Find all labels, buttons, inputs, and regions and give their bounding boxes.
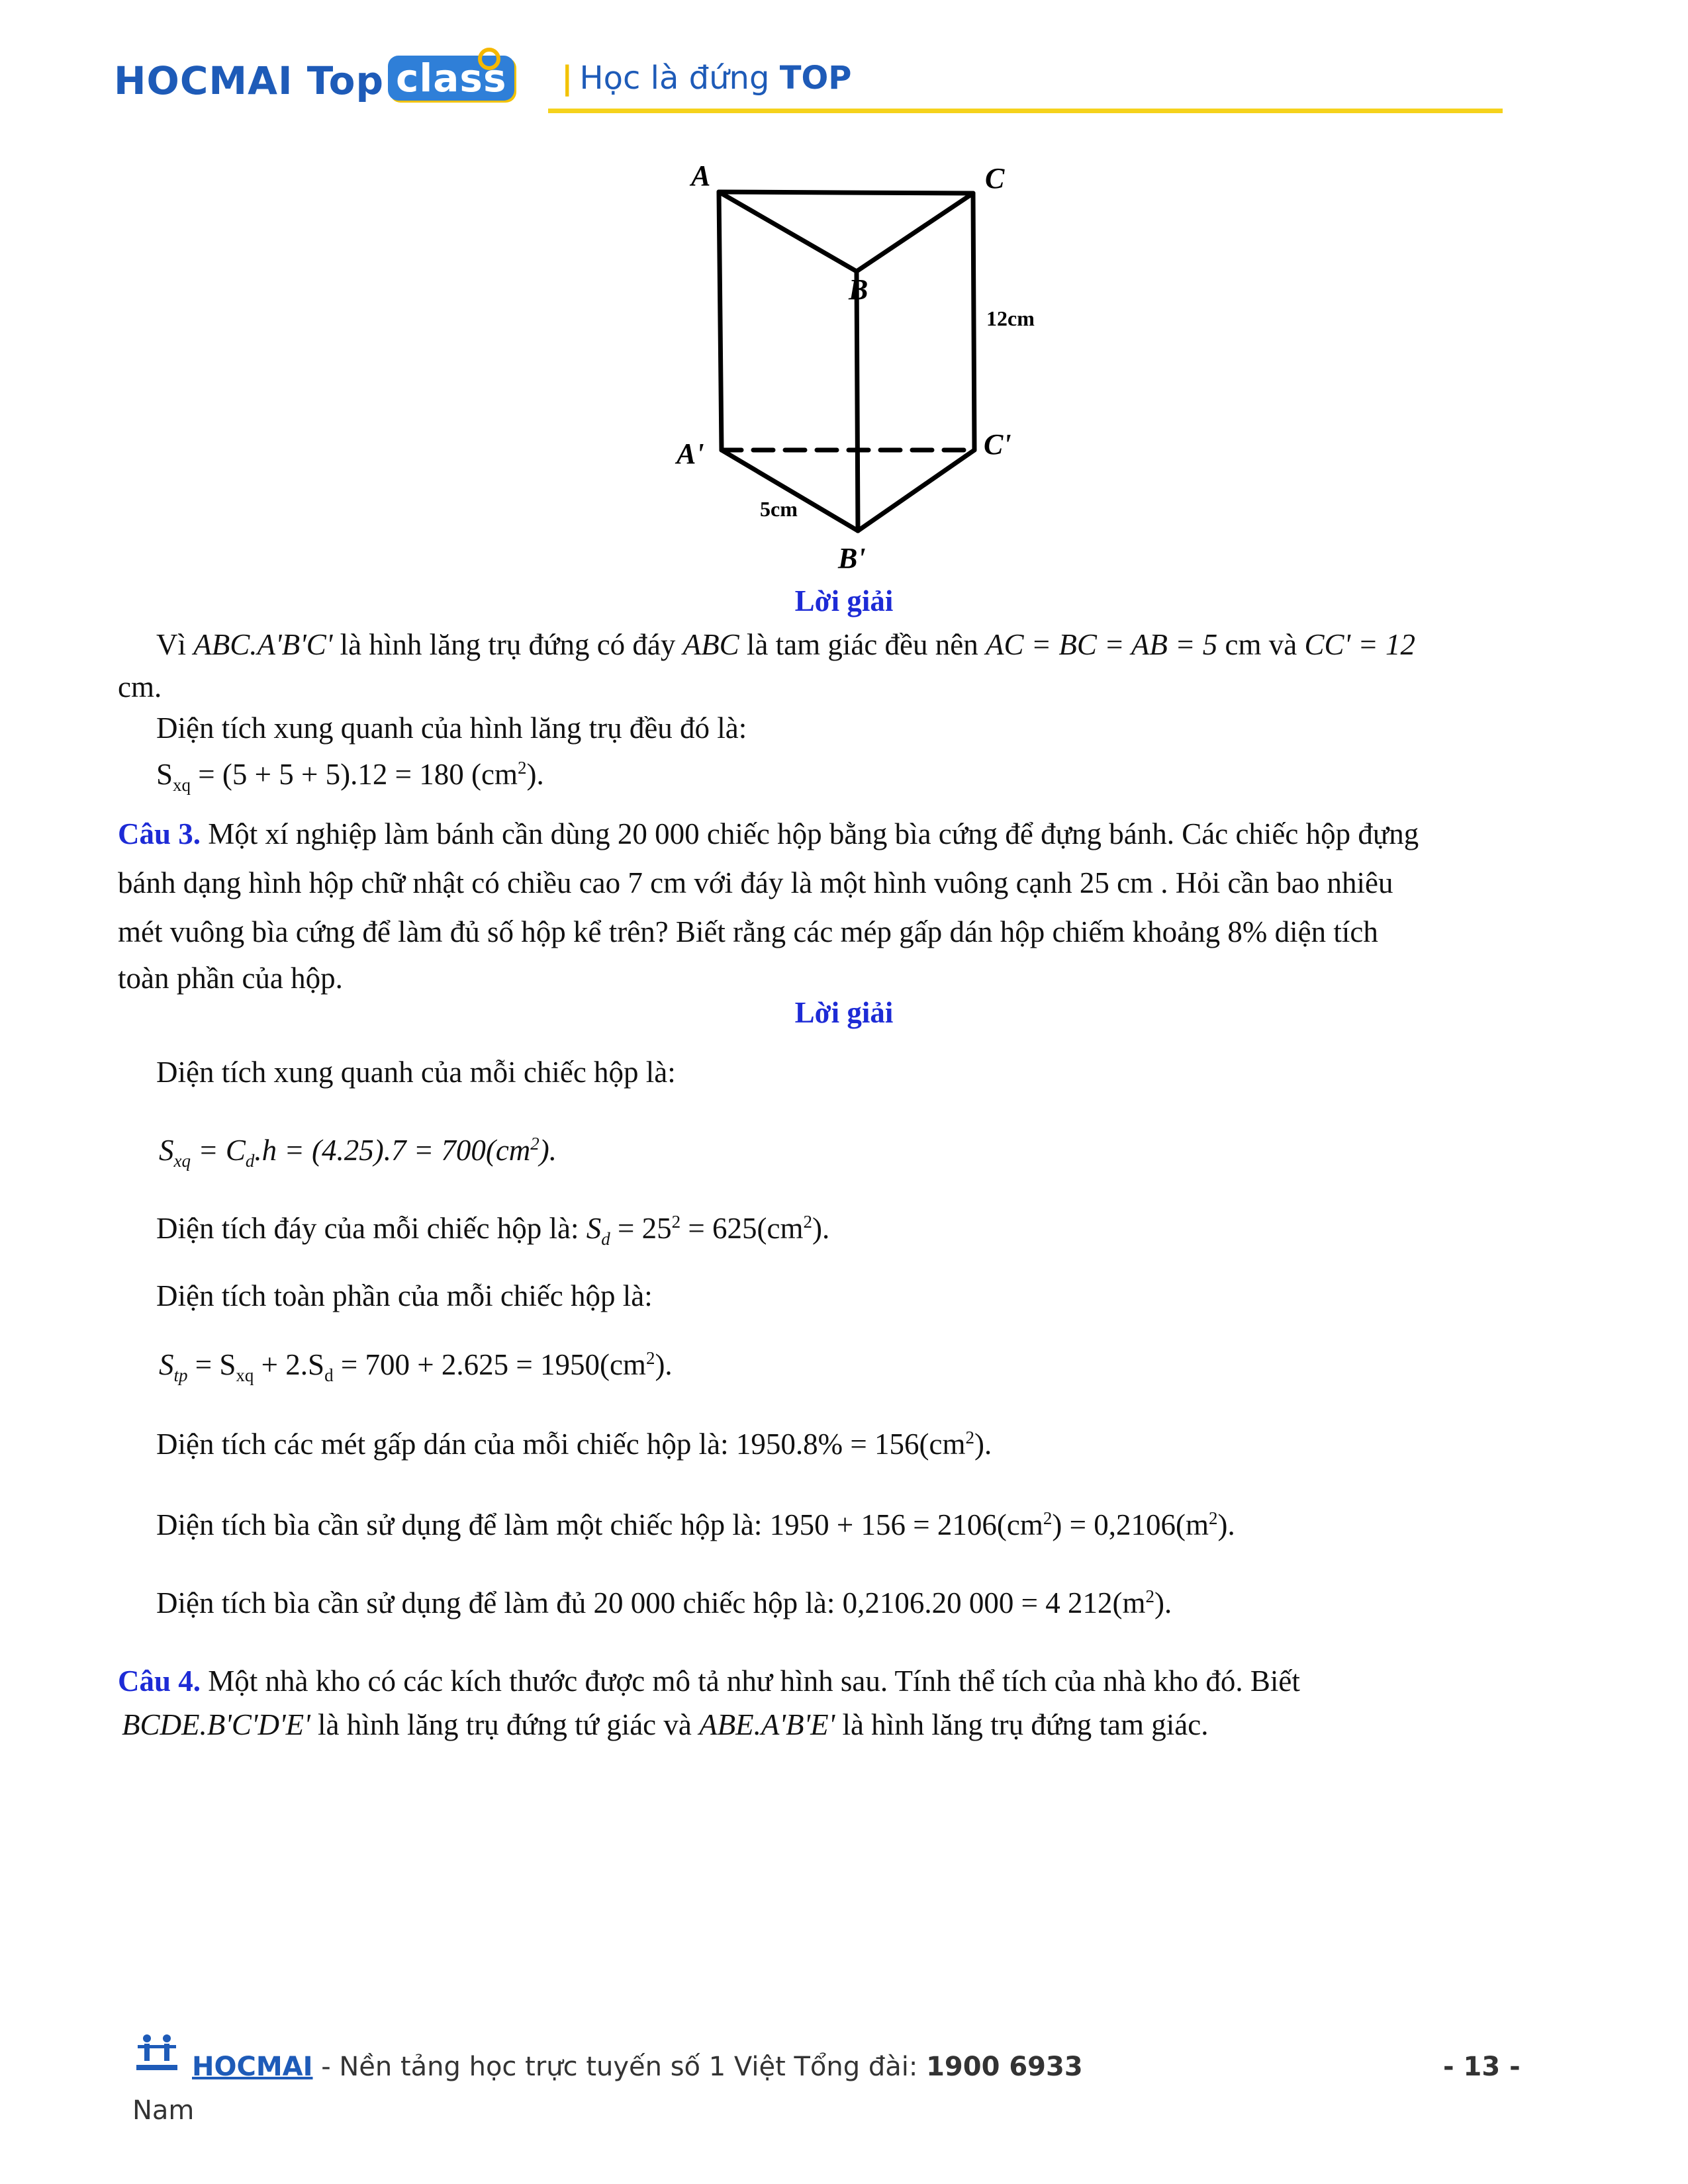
sun-icon — [478, 48, 500, 70]
solution1-line3: Diện tích xung quanh của hình lăng trụ đều đó là: — [156, 711, 747, 745]
edge-cc — [973, 193, 974, 450]
edge-bc — [857, 193, 973, 271]
question3-line4: toàn phần của hộp. — [118, 962, 343, 995]
solution3-line5: Diện tích bìa cần sử dụng để làm một chiếc hộp là: $1950 + 156 = 2106(cm^2) = 0,2106(m^2)$. — [156, 1508, 1235, 1541]
header-tagline — [561, 60, 851, 97]
page-number: - 13 - — [1443, 2052, 1521, 2082]
edge-aa — [719, 192, 722, 450]
solution3-line6: Diện tích bìa cần sử dụng để làm đủ 20 000 chiếc hộp là: 0,2106.20 000 = 4 $212(m^2)$. — [156, 1586, 1172, 1619]
hocmai-footer-icon — [132, 2033, 181, 2073]
question3-line2: bánh dạng hình hộp chữ nhật có chiều cao 7 cm với đáy là một hình vuông cạnh 25 cm . Hỏi cần bao nhiêu — [118, 866, 1393, 899]
question4-line2: BCDE.B'C'D'E' là hình lăng trụ đứng tứ giác và ABE.A'B'E' là hình lăng trụ đứng tam giác. — [122, 1708, 1209, 1741]
solution3-formula3: $S_{tp} = S_{xq} + 2.S_d = 700 + 2.625 = 1950(cm^2)$. — [159, 1348, 673, 1385]
question3-line1: Câu 3. Một xí nghiệp làm bánh cần dùng 20 000 chiếc hộp bằng bìa cứng để đựng bánh. Các chiếc hộp đựng — [118, 817, 1419, 850]
tagline-strong: TOP — [779, 60, 852, 97]
label-b: B — [849, 273, 868, 306]
solution-title-1: Lời giải — [794, 584, 894, 617]
label-a-prime: A' — [677, 437, 704, 470]
edge-bc-bottom — [858, 450, 974, 531]
solution1-line1: Vì ABC.A'B'C' là hình lăng trụ đứng có đáy ABC là tam giác đều nên AC = BC = AB = 5 cm và CC' = 12 — [156, 628, 1416, 661]
question3-line3: mét vuông bìa cứng để làm đủ số hộp kể trên? Biết rằng các mép gấp dán hộp chiếm khoảng 8% diện tích — [118, 915, 1378, 948]
footer-text: - Nền tảng học trực tuyến số 1 Việt Tổng đài: — [312, 2052, 927, 2082]
header-underline — [548, 109, 1503, 113]
edge-ab — [719, 192, 857, 271]
edge-bb — [857, 271, 858, 531]
logo-class-badge: class — [388, 56, 514, 101]
label-a: A — [691, 159, 711, 192]
divider-bar: | — [561, 60, 573, 97]
solution1-formula: $S_{xq} = (5 + 5 + 5).12 = 180$ $(cm^2)$. — [156, 758, 544, 795]
solution3-line1: Diện tích xung quanh của mỗi chiếc hộp là: — [156, 1056, 676, 1089]
footer-line — [192, 2052, 1083, 2082]
footer-hotline: 1900 6933 — [926, 2052, 1083, 2082]
solution3-formula1: $S_{xq} = C_d.h = (4.25).7 = 700(cm^2)$. — [159, 1134, 557, 1171]
prism-figure — [662, 159, 1086, 582]
solution3-line3: Diện tích toàn phần của mỗi chiếc hộp là: — [156, 1279, 653, 1312]
solution3-line2: Diện tích đáy của mỗi chiếc hộp là: $S_d = 25^2 = 625(cm^2)$. — [156, 1212, 830, 1249]
question4-line1: Câu 4. Một nhà kho có các kích thước được mô tả như hình sau. Tính thể tích của nhà kho đó. Biết — [118, 1664, 1300, 1698]
logo-main-text: HOCMAI Top — [114, 58, 385, 103]
label-c-prime: C' — [984, 428, 1011, 461]
footer-brand-link[interactable]: HOCMAI — [192, 2052, 313, 2082]
edge-ac — [719, 192, 973, 193]
label-b-prime: B' — [838, 542, 866, 574]
footer-line2: Nam — [132, 2095, 195, 2126]
label-c: C — [985, 162, 1005, 195]
solution3-line4: Diện tích các mét gấp dán của mỗi chiếc hộp là: $1950.8\% = 156(cm^2)$. — [156, 1428, 992, 1461]
brand-logo — [114, 58, 514, 103]
solution-title-3: Lời giải — [794, 996, 894, 1029]
dim-height: 12cm — [986, 306, 1035, 330]
solution1-line2: cm. — [118, 670, 162, 704]
tagline-text: Học là đứng — [579, 60, 770, 97]
dim-side: 5cm — [760, 497, 798, 521]
